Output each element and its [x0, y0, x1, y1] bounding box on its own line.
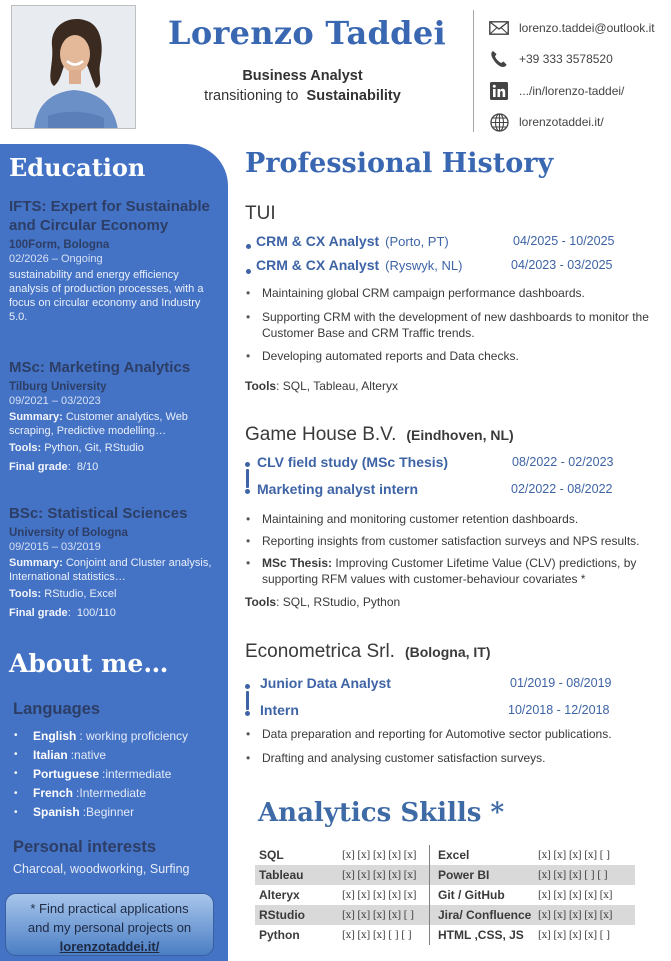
globe-icon — [488, 112, 510, 132]
skill-name: Excel — [438, 848, 470, 862]
role-title: Intern — [260, 702, 299, 718]
contact-list — [488, 12, 655, 138]
skill-name: Power BI — [438, 868, 490, 882]
skill-name: Tableau — [259, 868, 304, 882]
gamehouse-tools: Tools: SQL, RStudio, Python — [245, 595, 401, 609]
role-dates: 10/2018 - 12/2018 — [508, 703, 610, 717]
degree-grade: Final grade: 100/110 — [9, 607, 116, 619]
linkedin-icon — [488, 81, 510, 101]
role-item — [245, 231, 635, 251]
language-item: • French : Intermediate — [14, 786, 147, 801]
skill-rating: [x] [x] [x] [x] [ ] — [342, 909, 414, 921]
degree-summary: Summary: Conjoint and Cluster analysis, International statistics… — [9, 557, 212, 583]
education-item-msc — [9, 358, 221, 474]
contact-linkedin[interactable]: .../in/lorenzo-taddei/ — [488, 75, 655, 107]
skill-rating: [x] [x] [x] [x] [ ] — [538, 929, 610, 941]
school-name: University of Bologna — [9, 527, 128, 539]
header-divider — [473, 10, 474, 132]
skill-rating: [x] [x] [x] [x] [x] — [342, 889, 417, 901]
company-tui — [245, 203, 276, 225]
phone-icon — [488, 49, 510, 69]
duty-item: • Data preparation and reporting for Automotive sector publications. — [245, 726, 660, 742]
duty-item: • Drafting and analysing customer satisfaction surveys. — [245, 750, 660, 766]
tui-duties — [245, 285, 660, 372]
skill-rating: [x] [x] [x] [x] [x] — [342, 869, 417, 881]
role-title: CRM & CX Analyst — [256, 233, 380, 249]
language-item: • Spanish : Beginner — [14, 805, 135, 820]
candidate-name: Lorenzo Taddei — [168, 14, 446, 52]
interests-heading: Personal interests — [13, 838, 157, 856]
role-item — [245, 452, 635, 472]
language-list — [14, 726, 188, 822]
duty-item: • MSc Thesis: Improving Customer Lifetime Value (CLV) predictions, by supporting RFM values with customer-behaviour covariates * — [245, 555, 660, 587]
duty-item: • Maintaining and monitoring customer retention dashboards. — [245, 511, 660, 527]
education-heading: Education — [9, 153, 146, 182]
role-item — [245, 479, 635, 499]
skill-name: SQL — [259, 848, 284, 862]
role-dates: 02/2022 - 08/2022 — [511, 482, 613, 496]
contact-phone[interactable]: +39 333 3578520 — [488, 44, 655, 76]
languages-heading: Languages — [13, 700, 101, 718]
skill-name: Git / GitHub — [438, 888, 505, 902]
skill-rating: [x] [x] [x] [x] [x] — [342, 849, 417, 861]
degree-title: MSc: Marketing Analytics — [9, 359, 191, 376]
role-location: (Porto, PT) — [385, 233, 449, 249]
degree-dates: 09/2015 – 03/2019 — [9, 541, 101, 553]
profile-photo — [11, 5, 136, 129]
tui-tools: Tools: SQL, Tableau, Alteryx — [245, 379, 398, 393]
skill-row — [255, 925, 655, 945]
company-gamehouse — [245, 424, 514, 446]
company-econometrica — [245, 641, 491, 663]
current-role: Business Analyst — [242, 68, 363, 84]
degree-dates: 09/2021 – 03/2023 — [9, 395, 101, 407]
callout-line: * Find practical applications — [30, 901, 189, 916]
headline — [140, 66, 465, 106]
degree-title: BSc: Statistical Sciences — [9, 505, 188, 522]
contact-email[interactable]: lorenzo.taddei@outlook.it — [488, 12, 655, 44]
language-item: • Italian : native — [14, 747, 107, 762]
language-item: • English : working proficiency — [14, 728, 189, 743]
role-title: Marketing analyst intern — [257, 481, 419, 497]
school-name: 100Form, Bologna — [9, 239, 110, 251]
role-item — [245, 700, 635, 720]
degree-summary: Summary: Customer analytics, Web scraping, Predictive modelling… — [9, 411, 188, 437]
footnote-marker: * — [490, 798, 505, 828]
portfolio-callout — [5, 893, 214, 956]
skill-row — [255, 865, 655, 885]
duty-item: • Developing automated reports and Data checks. — [245, 348, 660, 364]
skill-rating: [x] [x] [x] [x] [ ] — [538, 849, 610, 861]
skill-row — [255, 845, 655, 865]
school-name: Tilburg University — [9, 381, 107, 393]
skill-rating: [x] [x] [x] [x] [x] — [538, 909, 613, 921]
degree-title: IFTS: Expert for Sustainable and Circular Economy — [9, 198, 210, 234]
role-dates: 04/2025 - 10/2025 — [513, 234, 615, 248]
portfolio-link[interactable]: lorenzotaddei.it/ — [59, 939, 160, 954]
role-dates: 04/2023 - 03/2025 — [511, 258, 613, 272]
duty-item: • Maintaining global CRM campaign performance dashboards. — [245, 285, 660, 301]
role-title: CRM & CX Analyst — [256, 257, 380, 273]
duty-item: • Reporting insights from customer satisfaction surveys and NPS results. — [245, 533, 660, 549]
skills-table — [255, 845, 655, 945]
econometrica-duties — [245, 726, 660, 773]
envelope-icon — [488, 18, 510, 38]
degree-dates: 02/2026 – Ongoing — [9, 253, 103, 265]
degree-tools: Tools: Python, Git, RStudio — [9, 442, 144, 454]
company-location: (Eindhoven, NL) — [406, 427, 514, 443]
role-title: Junior Data Analyst — [260, 675, 391, 691]
skill-row — [255, 885, 655, 905]
education-item-bsc — [9, 504, 221, 620]
skill-row — [255, 905, 655, 925]
gamehouse-duties — [245, 511, 660, 593]
sidebar — [0, 144, 228, 961]
callout-line: and my personal projects on — [27, 920, 192, 935]
skill-rating: [x] [x] [x] [ ] [ ] — [342, 929, 412, 941]
role-location: (Ryswyk, NL) — [385, 257, 463, 273]
professional-history-heading: Professional History — [245, 148, 554, 179]
company-name: Game House B.V. — [245, 424, 397, 445]
duty-item: • Supporting CRM with the development of new dashboards to monitor the Customer Base and CRM Traffic trends. — [245, 309, 660, 341]
skill-name: Python — [259, 928, 300, 942]
role-title: CLV field study (MSc Thesis) — [257, 454, 449, 470]
role-dates: 01/2019 - 08/2019 — [510, 676, 612, 690]
skill-name: HTML ,CSS, JS — [438, 928, 524, 942]
contact-website[interactable]: lorenzotaddei.it/ — [488, 107, 655, 139]
degree-grade: Final grade: 8/10 — [9, 461, 99, 473]
interests-text: Charcoal, woodworking, Surfing — [13, 862, 190, 876]
skill-rating: [x] [x] [x] [ ] [ ] — [538, 869, 608, 881]
company-name: Econometrica Srl. — [245, 641, 395, 662]
transition-line: transitioning to Sustainability — [204, 88, 401, 104]
about-heading: About me… — [9, 649, 169, 678]
language-item: • Portuguese : intermediate — [14, 766, 172, 781]
skill-name: Alteryx — [259, 888, 300, 902]
degree-tools: Tools: RStudio, Excel — [9, 588, 117, 600]
skills-heading: Analytics Skills * — [258, 798, 505, 828]
company-location: (Bologna, IT) — [404, 644, 491, 660]
education-item-ifts — [9, 197, 221, 324]
skill-name: Jira/ Confluence — [438, 908, 532, 922]
portrait-illustration — [12, 6, 136, 129]
role-item — [245, 673, 635, 693]
role-dates: 08/2022 - 02/2023 — [512, 455, 614, 469]
skill-rating: [x] [x] [x] [x] [x] — [538, 889, 613, 901]
role-item — [245, 255, 635, 275]
degree-description: sustainability and energy efficiency analysis of production processes, with a focus on circular economy and Industry 5.0. — [9, 269, 204, 323]
company-name: TUI — [245, 203, 276, 224]
skill-name: RStudio — [259, 908, 305, 922]
